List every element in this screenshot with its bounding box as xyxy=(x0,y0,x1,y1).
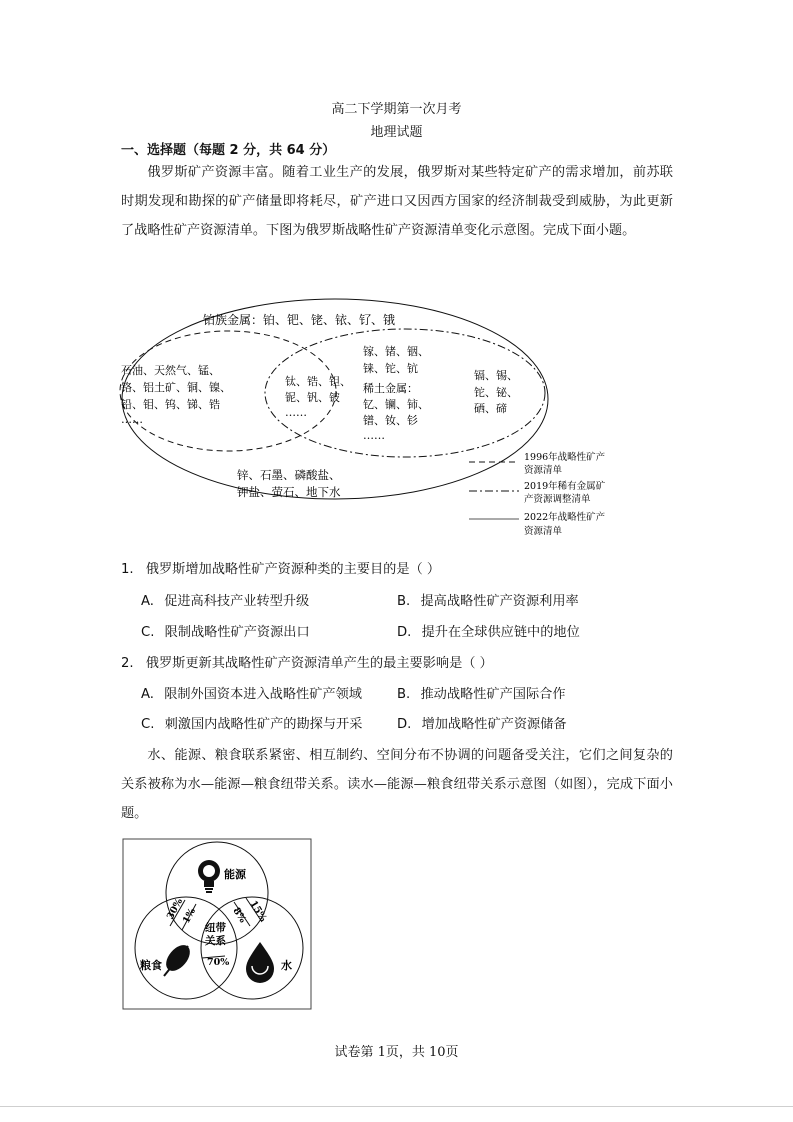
exam-title: 高二下学期第一次月考 xyxy=(331,102,462,117)
venn1-far-right-line-2: 铊、铋、 xyxy=(474,386,518,399)
venn1-far-right-line-3: 硒、碲 xyxy=(474,402,507,415)
exam-subtitle: 地理试题 xyxy=(370,125,423,140)
venn1-right-line-4: 钇、镧、铈、 xyxy=(363,398,429,411)
legend-2019-line-1: 2019年稀有金属矿 xyxy=(524,481,606,492)
venn1-left-line-4: …… xyxy=(121,413,143,426)
pct-70: 70% xyxy=(207,957,230,968)
lightbulb-icon xyxy=(198,860,220,893)
venn1-right-line-3: 稀土金属： xyxy=(363,382,418,395)
venn1-right-line-5: 镨、钕、钐 xyxy=(363,414,418,427)
question-2-stem: 俄罗斯更新其战略性矿产资源清单产生的最主要影响是（ ） xyxy=(145,656,493,671)
q2-option-b[interactable]: B. 推动战略性矿产国际合作 xyxy=(397,687,566,702)
passage-2-text: 水、能源、粮食联系紧密、相互制约、空间分布不协调的问题备受关注，它们之间复杂的关系被称为水—能源—粮食纽带关系。读水—能源—粮食纽带关系示意图（如图），完成下面小题。 xyxy=(121,748,673,821)
legend-2022-line-1: 2022年战略性矿产 xyxy=(524,512,606,523)
venn1-right-line-2: 铼、铊、钪 xyxy=(363,362,418,375)
water-energy-food-nexus-diagram xyxy=(122,838,312,1010)
venn1-center-line-3: …… xyxy=(285,406,307,419)
passage-1-text: 俄罗斯矿产资源丰富。随着工业生产的发展，俄罗斯对某些特定矿产的需求增加，前苏联时期发现和勘探的矿产储量即将耗尽，矿产进口又因西方国家的经济制裁受到威胁，为此更新了战略性矿产资源清单。下图为俄罗斯战略性矿产资源清单变化示意图。完成下面小题。 xyxy=(121,165,673,238)
page-bottom-divider xyxy=(0,1106,793,1107)
q2-option-c[interactable]: C. 刺激国内战略性矿产的勘探与开采 xyxy=(141,717,363,732)
pct-30: 30% xyxy=(164,896,186,922)
venn1-right-line-1: 镓、锗、铟、 xyxy=(363,345,429,358)
strategic-minerals-venn-diagram xyxy=(115,295,635,545)
venn1-top-label: 铂族金属：铂、钯、铑、铱、钌、锇 xyxy=(203,313,396,327)
passage-2 xyxy=(121,741,673,828)
q1-option-d[interactable]: D. 提升在全球供应链中的地位 xyxy=(397,625,580,640)
venn1-left-line-2: 铬、铝土矿、铜、镍、 xyxy=(121,381,231,394)
venn1-bottom-line-2: 钾盐、萤石、地下水 xyxy=(237,485,341,499)
q1-option-a[interactable]: A. 促进高科技产业转型升级 xyxy=(141,594,310,609)
section-heading: 一、选择题（每题 2 分，共 64 分） xyxy=(121,143,336,158)
nexus-center-line-1: 纽带 xyxy=(205,922,226,934)
food-label: 粮食 xyxy=(140,959,162,972)
legend-1996-line-1: 1996年战略性矿产 xyxy=(524,452,606,463)
venn1-left-line-3: 铅、钼、钨、锑、锆 xyxy=(121,398,220,411)
q2-option-a[interactable]: A. 限制外国资本进入战略性矿产领域 xyxy=(141,687,362,702)
question-2 xyxy=(121,652,493,671)
question-1 xyxy=(121,558,440,577)
passage-1 xyxy=(121,158,673,245)
q1-option-c[interactable]: C. 限制战略性矿产资源出口 xyxy=(141,625,310,640)
legend-2019-line-2: 产资源调整清单 xyxy=(524,494,591,505)
water-label: 水 xyxy=(281,959,292,972)
legend-2022-line-2: 资源清单 xyxy=(524,526,563,537)
venn1-center-line-2: 铌、钒、铍 xyxy=(285,391,340,404)
venn1-left-line-1: 石油、天然气、锰、 xyxy=(121,364,220,377)
venn1-center-line-1: 钛、锆、钽、 xyxy=(285,375,351,388)
water-circle xyxy=(201,897,303,999)
nexus-center-line-2: 关系 xyxy=(205,935,226,947)
venn1-far-right-line-1: 镉、锡、 xyxy=(474,369,518,382)
question-1-stem: 俄罗斯增加战略性矿产资源种类的主要目的是（ ） xyxy=(145,562,441,577)
water-drop-icon xyxy=(246,942,274,983)
pct-15: 15% xyxy=(247,898,269,924)
pct-8: 8% xyxy=(230,905,249,925)
pct-1: 1% xyxy=(180,906,198,926)
legend-1996-line-2: 资源清单 xyxy=(524,465,563,476)
wheat-icon xyxy=(161,941,194,976)
q1-option-b[interactable]: B. 提高战略性矿产资源利用率 xyxy=(397,594,579,609)
q2-option-d[interactable]: D. 增加战略性矿产资源储备 xyxy=(397,717,567,732)
venn1-bottom-line-1: 锌、石墨、磷酸盐、 xyxy=(237,468,341,482)
question-1-number: 1. xyxy=(121,562,134,577)
energy-label: 能源 xyxy=(224,868,246,881)
venn1-right-line-6: …… xyxy=(363,429,385,442)
page-footer: 试卷第 1页，共 10页 xyxy=(334,1045,459,1060)
question-2-number: 2. xyxy=(121,656,134,671)
